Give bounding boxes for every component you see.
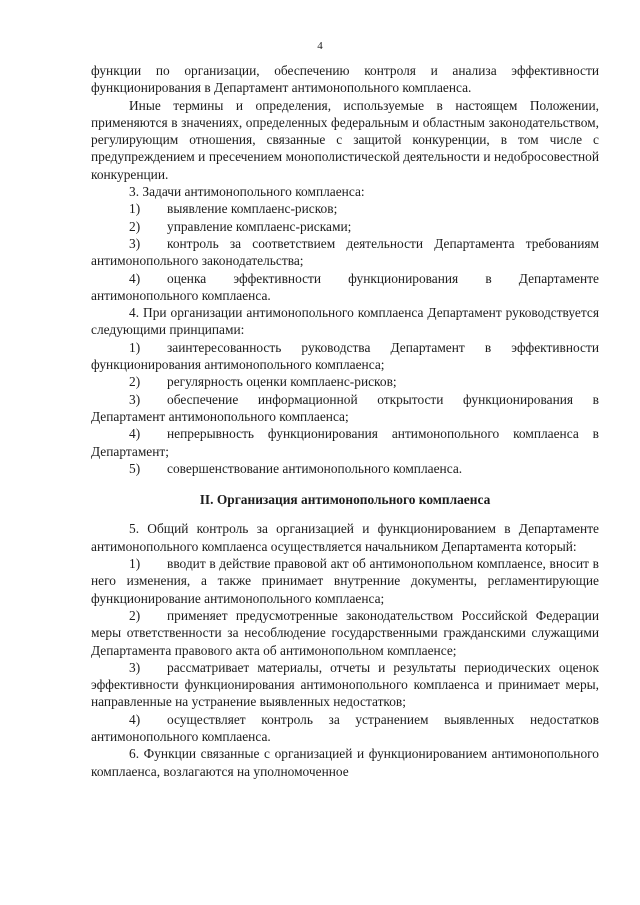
list-item-number: 3) [129, 659, 141, 675]
list-item-text: оценка эффективности функционирования в Департаменте антимонопольного комплаенса. [91, 270, 599, 303]
paragraph: функции по организации, обеспечению контроля и анализа эффективности функционирования в Департамент антимонопольного комплаенса. [91, 63, 599, 96]
list-item-number: 4) [129, 270, 141, 286]
paragraph: 4. При организации антимонопольного комплаенса Департамент руководствуется следующими принципами: [91, 305, 599, 338]
list-item-text: применяет предусмотренные законодательством Российской Федерации меры ответственности за несоблюдение государственными гражданскими служащими Департамента правового акта об антимонопольном комплаенсе; [91, 607, 599, 658]
list-item [91, 200, 599, 217]
list-item [91, 425, 599, 460]
list-item-number: 2) [129, 374, 141, 390]
list-item-text: управление комплаенс-рисками; [167, 218, 352, 234]
list-item-number: 4) [129, 711, 141, 727]
list-item-number: 4) [129, 426, 141, 442]
list-item [91, 607, 599, 659]
list-item-text: контроль за соответствием деятельности Департамента требованиям антимонопольного законодательства; [91, 235, 599, 269]
list-item-text: заинтересованность руководства Департамент в эффективности функционирования антимонопольного комплаенса; [91, 339, 599, 373]
list-item-text: обеспечение информационной открытости функционирования в Департамент антимонопольного комплаенса; [91, 391, 599, 424]
list-item [91, 373, 599, 390]
document-body [91, 62, 599, 780]
paragraph: 5. Общий контроль за организацией и функционированием в Департаменте антимонопольного комплаенса осуществляется начальником Департамента который: [91, 521, 599, 554]
list-item [91, 391, 599, 426]
list-item-text: непрерывность функционирования антимонопольного комплаенса в Департамент; [91, 426, 599, 459]
paragraph: 3. Задачи антимонопольного комплаенса: [129, 184, 365, 200]
list-item [91, 555, 599, 607]
list-item-number: 3) [129, 235, 141, 251]
list-item-text: регулярность оценки комплаенс-рисков; [167, 374, 397, 390]
list-item [91, 339, 599, 374]
list-item-number: 2) [129, 218, 141, 234]
list-item [91, 460, 599, 477]
list-item-text: рассматривает материалы, отчеты и результаты периодических оценок эффективности функционирования антимонопольного комплаенса и принимает меры, направленные на устранение выявленных недостатков; [91, 659, 599, 710]
list-item-number: 2) [129, 607, 141, 623]
list-item-number: 3) [129, 391, 141, 407]
list-item-text: осуществляет контроль за устранением выявленных недостатков антимонопольного комплаенса. [91, 711, 599, 744]
list-item-number: 1) [129, 556, 141, 572]
list-item-text: вводит в действие правовой акт об антимонопольном комплаенсе, вносит в него изменения, а также принимает внутренние документы, регламентирующие функционирование антимонопольного комплаенса; [91, 556, 599, 606]
list-item-text: совершенствование антимонопольного комплаенса. [167, 460, 463, 476]
list-item-number: 1) [129, 339, 141, 355]
page-number: 4 [317, 40, 323, 52]
list-item [91, 270, 599, 305]
section-heading: II. Организация антимонопольного комплаенса [199, 492, 491, 508]
list-item [91, 659, 599, 711]
list-item [91, 711, 599, 746]
paragraph: Иные термины и определения, используемые в настоящем Положении, применяются в значениях, определенных федеральным и областным законодательством, регулирующим отношения, связанные с защитой конкуренции, в том числе с предупреждением и пресечением монополистической деятельности и недобросовестной конкуренции. [91, 97, 599, 182]
list-item-number: 5) [129, 460, 141, 476]
list-item [91, 218, 599, 235]
list-item [91, 235, 599, 270]
list-item-text: выявление комплаенс-рисков; [167, 201, 338, 217]
list-item-number: 1) [129, 201, 141, 217]
paragraph: 6. Функции связанные с организацией и функционированием антимонопольного комплаенса, возлагаются на уполномоченное [91, 746, 599, 779]
